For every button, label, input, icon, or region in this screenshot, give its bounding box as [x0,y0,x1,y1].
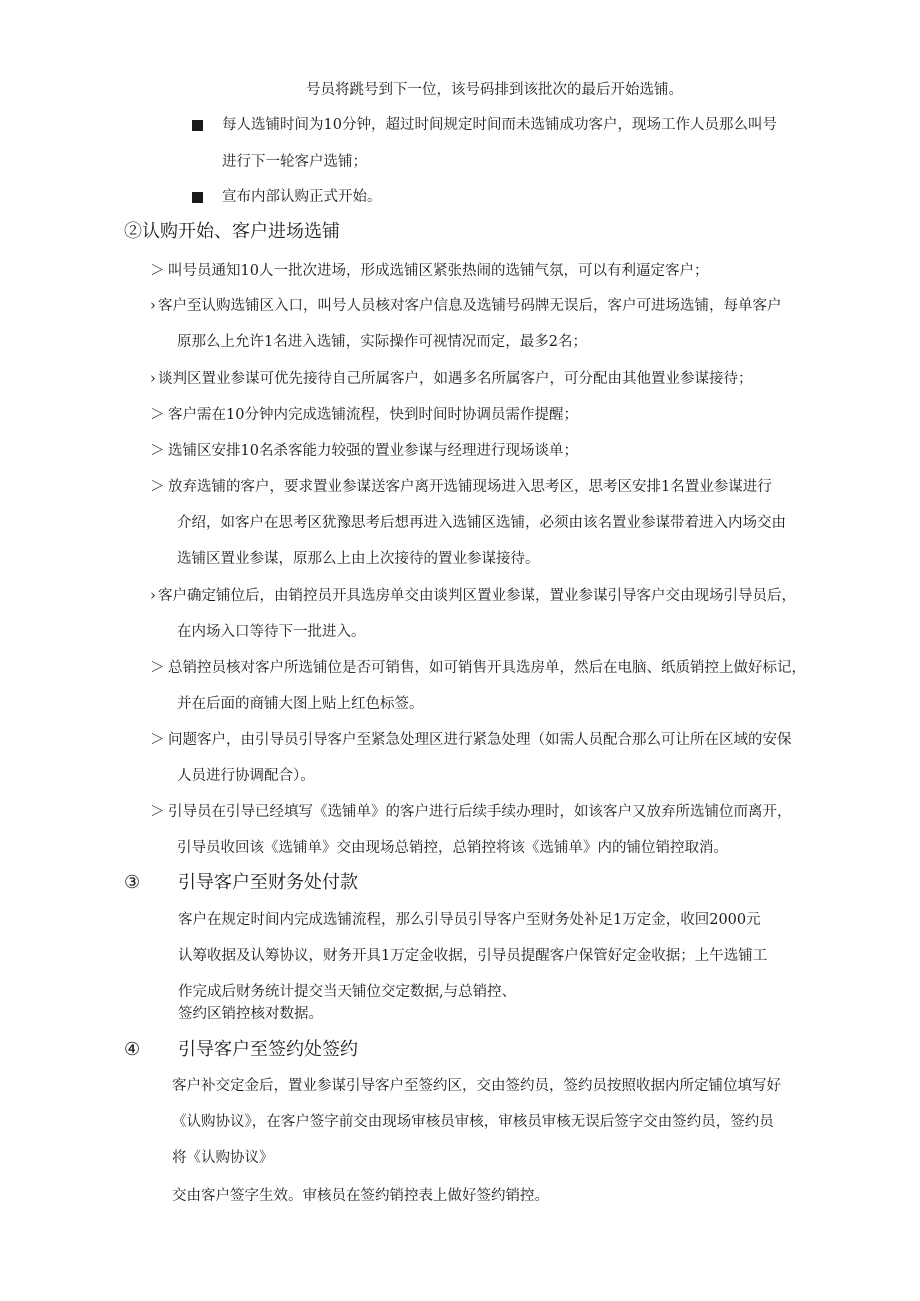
paragraph-line: 签约区销控核对数据。 [178,1006,323,1022]
list-marker: ＞ [150,443,165,459]
section-number: ④ [124,1039,141,1060]
section-heading: 引导客户至财务处付款 [178,872,358,893]
list-item-line: 介绍，如客户在思考区犹豫思考后想再进入选铺区选铺，必须由该名置业参谋带着进入内场交由 [177,515,786,531]
list-item-line: 并在后面的商铺大图上贴上红色标签。 [177,696,424,712]
paragraph-line: 将《认购协议》 [172,1150,274,1166]
list-item-line: 叫号员通知10人一批次进场，形成选铺区紧张热闹的选铺气氛，可以有利逼定客户； [168,263,709,279]
list-marker: ＞ [150,263,165,279]
paragraph-line: 客户在规定时间内完成选铺流程，那么引导员引导客户至财务处补足1万定金，收回2000元 [178,912,761,928]
paragraph-line: 《认购协议》，在客户签字前交由现场审核员审核，审核员审核无误后签字交由签约员，签约员 [172,1114,774,1130]
list-item-line: 放弃选铺的客户，要求置业参谋送客户离开选铺现场进入思考区，思考区安排1名置业参谋进行 [168,479,772,495]
paragraph-line: 宣布内部认购正式开始。 [222,189,382,205]
list-item-line: 在内场入口等待下一批进入。 [177,624,366,640]
paragraph-line: 每人选铺时间为10分钟，超过时间规定时间而未选铺成功客户，现场工作人员那么叫号 [222,117,777,133]
paragraph-line: 认筹收据及认筹协议，财务开具1万定金收据，引导员提醒客户保管好定金收据；上午选铺工 [178,948,768,964]
list-item-line: 引导员在引导已经填写《选铺单》的客户进行后续手续办理时，如该客户又放弃所选铺位而离开， [168,804,792,820]
paragraph-line: 作完成后财务统计提交当天铺位交定数据,与总销控、 [178,984,517,1000]
list-marker: › [150,298,156,314]
list-item-line: 客户需在10分钟内完成选铺流程，快到时间时协调员需作提醒； [168,407,578,423]
square-bullet-icon [192,120,203,131]
list-marker: ＞ [150,804,165,820]
list-marker: ＞ [150,660,165,676]
list-item-line: 人员进行协调配合）。 [177,768,315,784]
list-item-line: 客户至认购选铺区入口，叫号人员核对客户信息及选铺号码牌无误后，客户可进场选铺，每单客户 [158,298,782,314]
paragraph-line: 进行下一轮客户选铺； [222,154,367,170]
list-item-line: 选铺区置业参谋，原那么上由上次接待的置业参谋接待。 [177,551,540,567]
list-item-line: 原那么上允许1名进入选铺，实际操作可视情况而定，最多2名； [177,334,587,350]
list-marker: › [150,588,156,604]
list-item-line: 客户确定铺位后，由销控员开具选房单交由谈判区置业参谋，置业参谋引导客户交由现场引导员后， [158,588,796,604]
list-item-line: 问题客户，由引导员引导客户至紧急处理区进行紧急处理（如需人员配合那么可让所在区域的安保 [168,732,792,748]
square-bullet-icon [192,192,203,203]
paragraph-line: 号员将跳号到下一位，该号码排到该批次的最后开始选铺。 [306,82,683,98]
list-marker: › [150,371,156,387]
list-item-line: 总销控员核对客户所选铺位是否可销售，如可销售开具选房单，然后在电脑、纸质销控上做好标记， [168,660,806,676]
list-item-line: 选铺区安排10名杀客能力较强的置业参谋与经理进行现场谈单； [168,443,578,459]
list-marker: ＞ [150,407,165,423]
list-marker: ＞ [150,479,165,495]
section-heading: 引导客户至签约处签约 [178,1039,358,1060]
section-number: ③ [124,872,141,893]
list-marker: ＞ [150,732,165,748]
section-heading: ②认购开始、客户进场选铺 [124,221,340,242]
list-item-line: 谈判区置业参谋可优先接待自己所属客户，如遇多名所属客户，可分配由其他置业参谋接待； [158,371,753,387]
paragraph-line: 交由客户签字生效。审核员在签约销控表上做好签约销控。 [172,1188,549,1204]
list-item-line: 引导员收回该《选铺单》交由现场总销控，总销控将该《选铺单》内的铺位销控取消。 [177,840,728,856]
paragraph-line: 客户补交定金后，置业参谋引导客户至签约区，交由签约员，签约员按照收据内所定铺位填写好 [172,1078,781,1094]
